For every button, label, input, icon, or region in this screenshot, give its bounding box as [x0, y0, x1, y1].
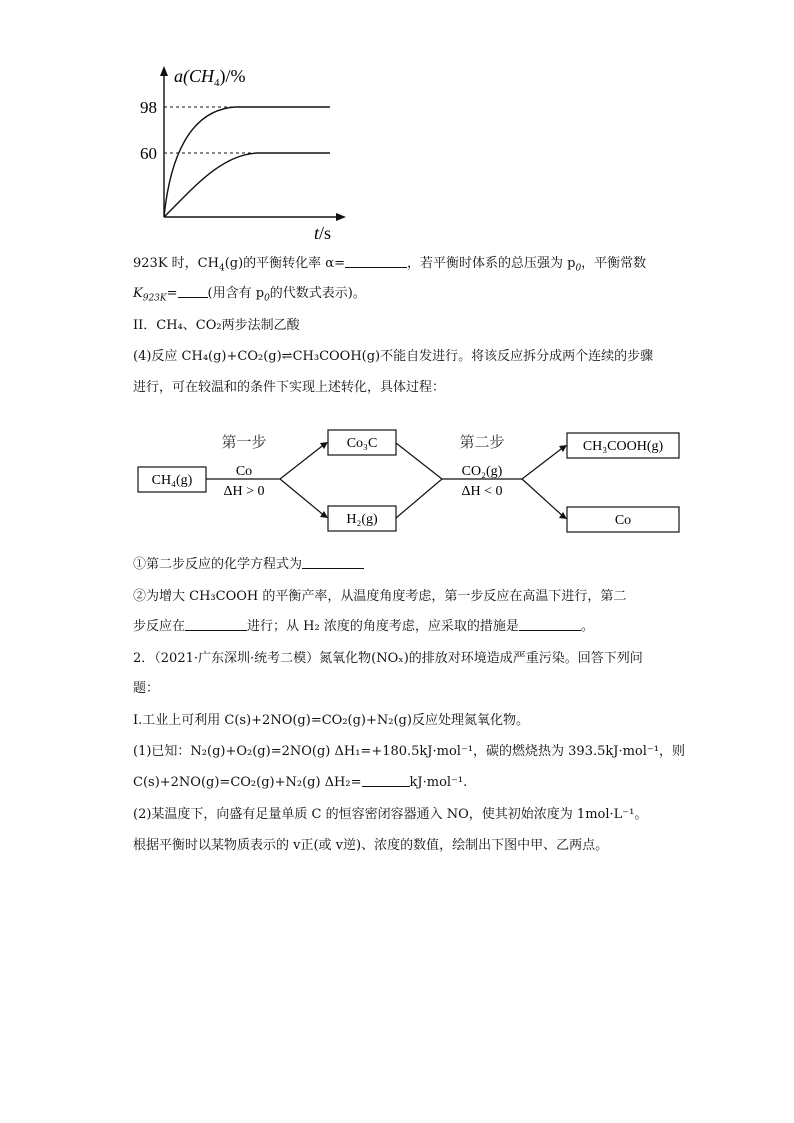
reaction-flow-diagram: [130, 420, 690, 545]
problem2-part1: I.工业上可利用 C(s)+2NO(g)=CO₂(g)+N₂(g)反应处理氮氧化物。: [133, 713, 529, 728]
q4-line1: (4)反应 CH₄(g)+CO₂(g)⇌CH₃COOH(g)不能自发进行。将该反应拆分成两个连续的步骤: [133, 349, 654, 364]
q3-line2: $K_{923K}=$ (用含有 $p_0$的代数式表示)。: [133, 286, 366, 304]
label-ch3cooh: CH₃COOH(g): [582, 439, 664, 454]
tick-60: 60: [140, 144, 157, 163]
arrow-to-co: [522, 479, 565, 518]
label-step1-dh: ΔH > 0: [223, 484, 265, 499]
line-h2-merge: [396, 479, 442, 518]
arrow-to-ch3cooh: [522, 446, 565, 479]
label-step2: 第二步: [459, 435, 505, 451]
problem2-sub2-line1: (2)某温度下，向盛有足量单质 C 的恒容密闭容器通入 NO，使其初始浓度为 1mol·L⁻¹。: [133, 807, 648, 822]
problem2-line1: 2．（2021·广东深圳·统考二模）氮氧化物(NOₓ)的排放对环境造成严重污染。回答下列问: [133, 651, 643, 666]
tick-98: 98: [140, 98, 157, 117]
q4-line2: 进行，可在较温和的条件下实现上述转化，具体过程：: [133, 380, 446, 395]
answer-blank-measure[interactable]: [519, 618, 581, 631]
label-co: Co: [614, 513, 632, 528]
answer-blank-dh2[interactable]: [362, 774, 410, 787]
answer-blank-alpha[interactable]: [345, 255, 407, 268]
problem2-sub1-line2: C(s)+2NO(g)=CO₂(g)+N₂(g) ΔH₂= kJ·mol⁻¹.: [133, 775, 468, 790]
section-2-heading: II．CH₄、CO₂两步法制乙酸: [133, 318, 300, 333]
label-step2-reagent: CO₂(g): [461, 464, 503, 479]
problem2-sub1-line1: (1)已知：N₂(g)+O₂(g)=2NO(g) ΔH₁=+180.5kJ·mol⁻¹，碳的燃烧热为 393.5kJ·mol⁻¹，则: [133, 744, 685, 759]
curve-60: [164, 153, 330, 217]
y-axis-arrow: [160, 66, 168, 76]
problem2-sub2-line2: 根据平衡时以某物质表示的 v正(或 v逆)、浓度的数值，绘制出下图中甲、乙两点。: [133, 838, 609, 853]
x-axis-arrow: [336, 213, 346, 221]
arrowhead-co3c: [320, 442, 328, 449]
arrowhead-ch3cooh: [559, 445, 567, 452]
problem2-line2: 题：: [133, 681, 160, 696]
answer-blank-K[interactable]: [178, 285, 208, 298]
arrow-to-h2: [280, 479, 326, 517]
x-axis-label: t/s: [314, 223, 332, 242]
label-step2-dh: ΔH < 0: [461, 484, 503, 499]
subq2-line2: 步反应在 进行；从 H₂ 浓度的角度考虑，应采取的措施是 。: [133, 619, 594, 634]
subq1: ①第二步反应的化学方程式为: [133, 556, 364, 574]
arrowhead-h2: [320, 511, 328, 518]
conversion-graph: [140, 62, 360, 242]
label-step1: 第一步: [221, 435, 267, 451]
answer-blank-temperature[interactable]: [185, 618, 247, 631]
line-co3c-merge: [396, 443, 442, 479]
y-axis-label: $a(CH_4)/\%$: [174, 66, 246, 89]
curve-98: [164, 107, 330, 217]
label-h2: H₂(g): [346, 512, 378, 527]
label-co3c: Co₃C: [346, 436, 378, 451]
label-ch4: CH₄(g): [151, 473, 193, 488]
arrow-to-co3c: [280, 443, 326, 479]
subq2-line1: ②为增大 CH₃COOH 的平衡产率，从温度角度考虑，第一步反应在高温下进行，第二: [133, 589, 627, 604]
label-step1-catalyst: Co: [235, 464, 253, 479]
answer-blank-equation[interactable]: [302, 556, 364, 569]
q3-line1: 923K 时，$CH_4(g)$的平衡转化率 α= ，若平衡时体系的总压强为 $p_0$，平衡常数: [133, 256, 647, 274]
